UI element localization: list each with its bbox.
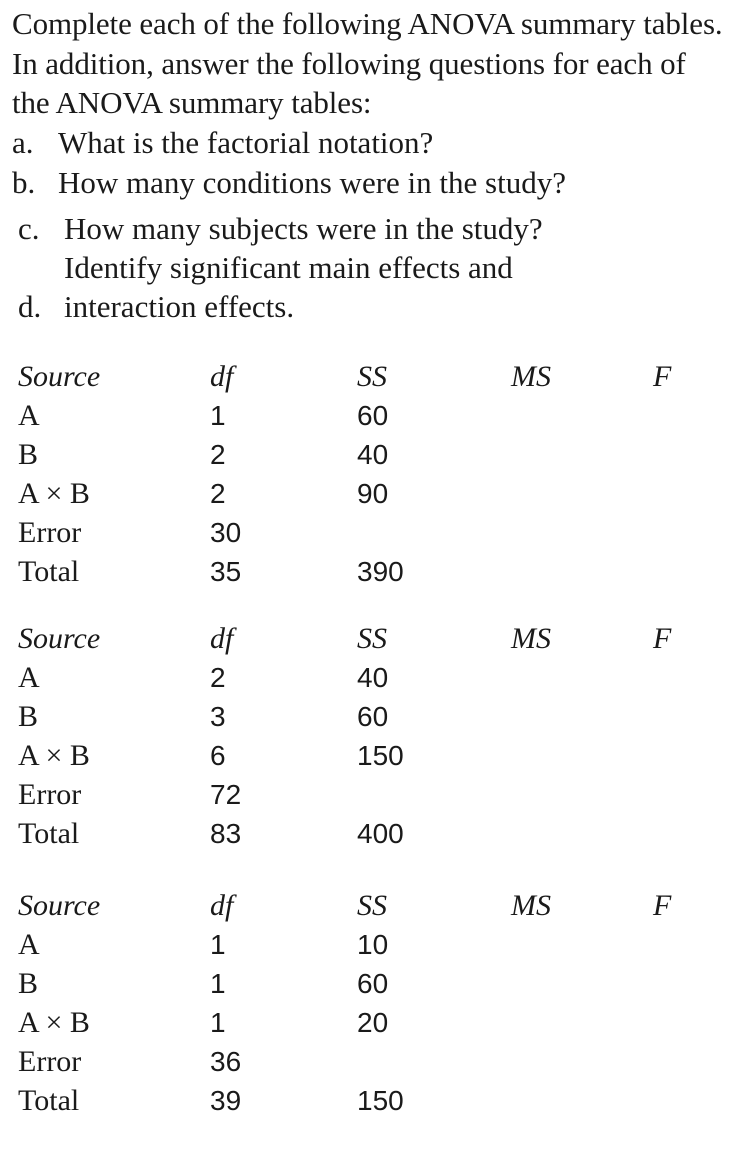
table-header-row [0, 619, 736, 658]
header-ms: MS [511, 360, 551, 393]
table-row [0, 1081, 736, 1120]
df-cell: 2 [210, 662, 226, 693]
ss-cell: 150 [357, 740, 404, 771]
header-f: F [653, 889, 672, 922]
source-cell: A [18, 661, 40, 694]
question-letter: b. [12, 165, 36, 200]
question-letter: d. [18, 289, 42, 324]
ss-cell: 60 [357, 968, 389, 999]
question-text: How many conditions were in the study? [58, 165, 566, 200]
question-letter: a. [12, 125, 34, 160]
source-cell: B [18, 700, 39, 733]
ss-cell: 60 [357, 701, 389, 732]
instructions-text: Complete each of the following ANOVA summary tables. In addition, answer the following questions for each of the ANOVA summary tables: [12, 6, 723, 120]
table-row [0, 1003, 736, 1042]
ss-cell: 40 [357, 662, 389, 693]
header-f: F [653, 360, 672, 393]
question-a [12, 123, 433, 162]
source-cell: B [18, 438, 39, 471]
source-cell: A [18, 399, 40, 432]
df-cell: 30 [210, 517, 242, 548]
header-source: Source [18, 360, 101, 393]
df-cell: 1 [210, 968, 226, 999]
df-cell: 83 [210, 818, 242, 849]
table-row [0, 658, 736, 697]
source-cell: A × B [18, 1006, 90, 1039]
table-row [0, 925, 736, 964]
header-ss: SS [357, 360, 387, 393]
source-cell: A × B [18, 477, 90, 510]
header-source: Source [18, 889, 101, 922]
source-cell: Total [18, 817, 80, 850]
table-row [0, 474, 736, 513]
ss-cell: 60 [357, 400, 389, 431]
table-row [0, 513, 736, 552]
table-header-row [0, 357, 736, 396]
table-row [0, 814, 736, 853]
question-c [18, 209, 543, 248]
table-row [0, 552, 736, 591]
df-cell: 1 [210, 1007, 226, 1038]
question-letter: c. [18, 211, 40, 246]
df-cell: 1 [210, 929, 226, 960]
source-cell: B [18, 967, 39, 1000]
ss-cell: 40 [357, 439, 389, 470]
df-cell: 72 [210, 779, 242, 810]
df-cell: 39 [210, 1085, 242, 1116]
source-cell: Error [18, 1045, 82, 1078]
table-row [0, 964, 736, 1003]
header-ss: SS [357, 622, 387, 655]
header-ss: SS [357, 889, 387, 922]
header-df: df [210, 622, 234, 655]
table-row [0, 435, 736, 474]
header-df: df [210, 889, 234, 922]
df-cell: 6 [210, 740, 226, 771]
table-row [0, 396, 736, 435]
header-f: F [653, 622, 672, 655]
table-row [0, 1042, 736, 1081]
ss-cell: 400 [357, 818, 404, 849]
source-cell: Total [18, 555, 80, 588]
question-text [64, 248, 513, 326]
source-cell: A × B [18, 739, 90, 772]
table-header-row [0, 886, 736, 925]
source-cell: Total [18, 1084, 80, 1117]
question-text: How many subjects were in the study? [64, 211, 543, 246]
question-b [12, 163, 566, 202]
table-row [0, 736, 736, 775]
df-cell: 36 [210, 1046, 242, 1077]
header-ms: MS [511, 889, 551, 922]
ss-cell: 20 [357, 1007, 389, 1038]
source-cell: Error [18, 516, 82, 549]
table-row [0, 775, 736, 814]
header-df: df [210, 360, 234, 393]
source-cell: A [18, 928, 40, 961]
header-source: Source [18, 622, 101, 655]
question-text-line1: Identify significant main effects and [64, 250, 513, 285]
ss-cell: 90 [357, 478, 389, 509]
df-cell: 2 [210, 439, 226, 470]
ss-cell: 390 [357, 556, 404, 587]
question-text-line2: interaction effects. [64, 289, 295, 324]
source-cell: Error [18, 778, 82, 811]
ss-cell: 10 [357, 929, 389, 960]
question-d [18, 248, 513, 326]
df-cell: 35 [210, 556, 242, 587]
df-cell: 1 [210, 400, 226, 431]
df-cell: 2 [210, 478, 226, 509]
ss-cell: 150 [357, 1085, 404, 1116]
question-text: What is the factorial notation? [58, 125, 434, 160]
instructions-block [12, 4, 728, 123]
header-ms: MS [511, 622, 551, 655]
table-row [0, 697, 736, 736]
df-cell: 3 [210, 701, 226, 732]
